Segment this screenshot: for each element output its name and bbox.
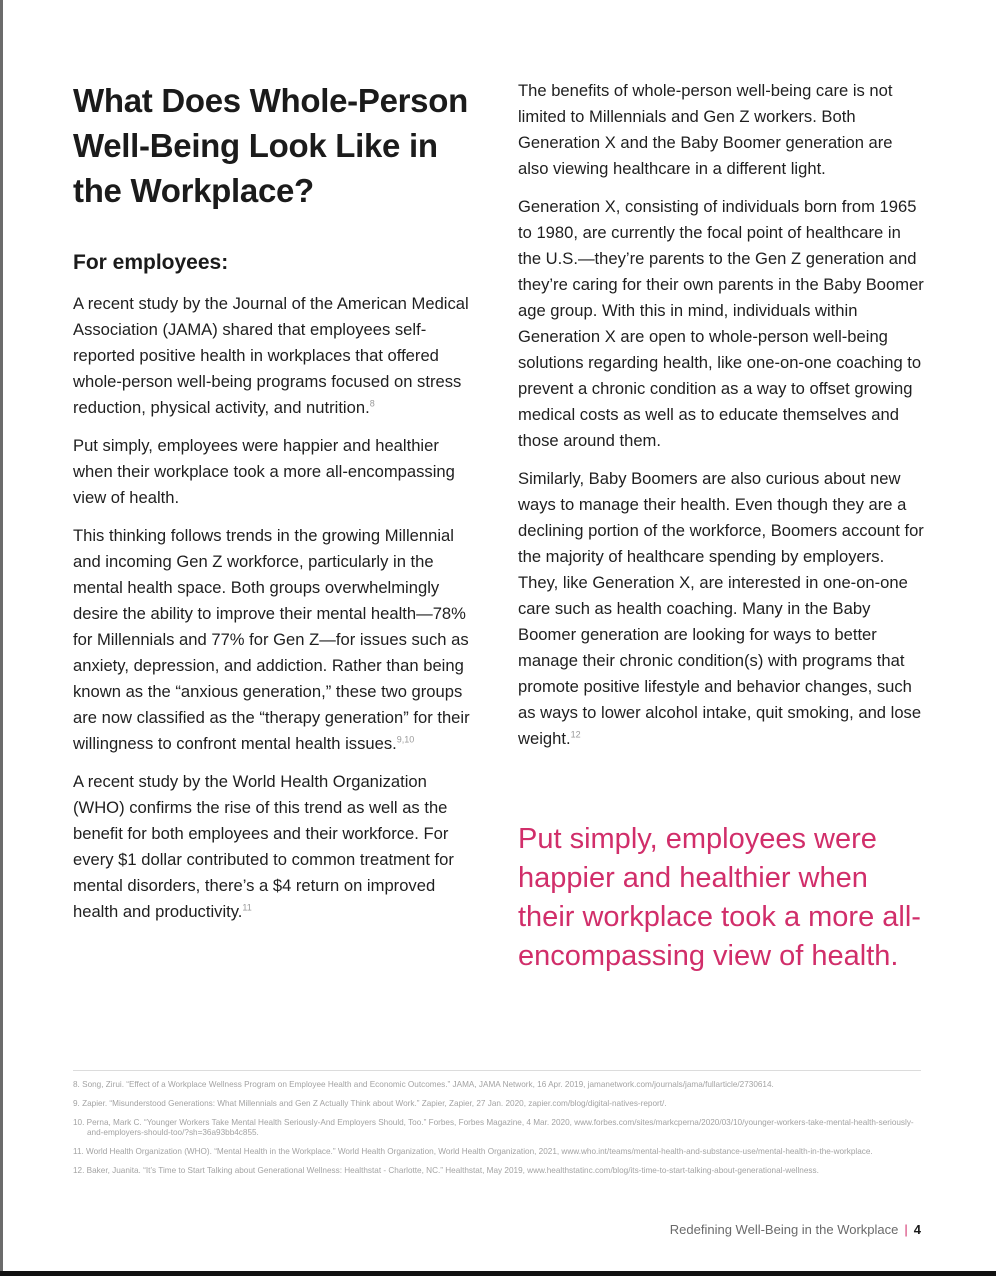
body-paragraph: A recent study by the Journal of the American Medical Association (JAMA) shared that employees self-reported positive health in workplaces that offered whole-person well-being programs focused on stress reduction, physical activity, and nutrition.$^8$ bbox=[73, 294, 469, 417]
footer-title: Redefining Well-Being in the Workplace bbox=[669, 1222, 899, 1237]
body-paragraph: A recent study by the World Health Organization (WHO) confirms the rise of this trend as well as the benefit for both employees and their workforce. For every $1 dollar contributed to common treatment for mental disorders, there’s a $4 return on improved health and productivity.$^{11}$ bbox=[73, 772, 454, 921]
pull-quote: Put simply, employees were happier and healthier when their workplace took a more all-encompassing view of health. bbox=[518, 823, 921, 972]
footnote-item: 11. World Health Organization (WHO). “Mental Health in the Workplace.” World Health Organization, World Health Organization, 2021, www.who.int/teams/mental-health-and-substance-use/mental-health-in-the-workplace. bbox=[73, 1147, 873, 1156]
citation-marker: 8 bbox=[369, 398, 375, 409]
page-edge bbox=[0, 0, 3, 1276]
page-number: 4 bbox=[913, 1222, 921, 1237]
section-subheading: For employees: bbox=[73, 251, 229, 274]
footnote-item: 10. Perna, Mark C. “Younger Workers Take Mental Health Seriously-And Employers Should, Too.” Forbes, Forbes Magazine, 4 Mar. 2020, www.forbes.com/sites/markcperna/2020/03/10/younger-workers-take-mental-health-seriously-and-employers-should-too/?sh=36a93bb4c855. bbox=[73, 1118, 914, 1137]
citation-marker: 12 bbox=[570, 729, 581, 740]
bottom-border bbox=[0, 1271, 996, 1276]
right-column bbox=[518, 78, 924, 764]
footnote-divider bbox=[73, 1070, 921, 1071]
page-heading: What Does Whole-Person Well-Being Look Like in the Workplace? bbox=[73, 82, 468, 209]
body-paragraph: This thinking follows trends in the growing Millennial and incoming Gen Z workforce, particularly in the mental health space. Both groups overwhelmingly desire the ability to improve their mental health—78% for Millennials and 77% for Gen Z—for issues such as anxiety, depression, and addiction. Rather than being known as the “anxious generation,” these two groups are now classified as the “therapy generation” for their willingness to confront mental health issues.$^{9,10}$ bbox=[73, 526, 470, 753]
citation-marker: 9,10 bbox=[396, 734, 415, 745]
footnotes bbox=[73, 1080, 921, 1185]
footnote-item: 12. Baker, Juanita. “It’s Time to Start Talking about Generational Wellness: Healthstat - Charlotte, NC.” Healthstat, May 2019, www.healthstatinc.com/blog/its-time-to-start-talking-about-generational-wellness. bbox=[73, 1166, 819, 1175]
body-paragraph: Generation X, consisting of individuals born from 1965 to 1980, are currently the focal point of healthcare in the U.S.—they’re parents to the Gen Z generation and they’re caring for their own parents in the Baby Boomer age group. With this in mind, individuals within Generation X are open to whole-person well-being solutions regarding health, like one-on-one coaching to prevent a chronic condition as a way to offset growing medical costs as well as to educate themselves and those around them. bbox=[518, 197, 924, 450]
footnote-item: 9. Zapier. “Misunderstood Generations: What Millennials and Gen Z Actually Think about Work.” Zapier, Zapier, 27 Jan. 2020, zapier.com/blog/digital-natives-report/. bbox=[73, 1099, 667, 1108]
citation-marker: 11 bbox=[242, 902, 252, 913]
body-paragraph: Put simply, employees were happier and healthier when their workplace took a more all-encompassing view of health. bbox=[73, 436, 455, 507]
body-paragraph: Similarly, Baby Boomers are also curious about new ways to manage their health. Even though they are a declining portion of the workforce, Boomers account for the majority of healthcare spending by employers. They, like Generation X, are interested in one-on-one care such as health coaching. Many in the Baby Boomer generation are looking for ways to better manage their chronic condition(s) with programs that promote positive lifestyle and behavior changes, such as ways to lower alcohol intake, quit smoking, and lose weight.$^{12}$ bbox=[518, 469, 924, 748]
page-footer bbox=[670, 1222, 921, 1237]
left-column bbox=[73, 78, 475, 937]
body-paragraph: The benefits of whole-person well-being care is not limited to Millennials and Gen Z workers. Both Generation X and the Baby Boomer generation are also viewing healthcare in a different light. bbox=[518, 81, 893, 178]
footer-separator: | bbox=[904, 1222, 908, 1237]
footnote-item: 8. Song, Zirui. “Effect of a Workplace Wellness Program on Employee Health and Economic Outcomes.” JAMA, JAMA Network, 16 Apr. 2019, jamanetwork.com/journals/jama/fullarticle/2730614. bbox=[73, 1080, 774, 1089]
